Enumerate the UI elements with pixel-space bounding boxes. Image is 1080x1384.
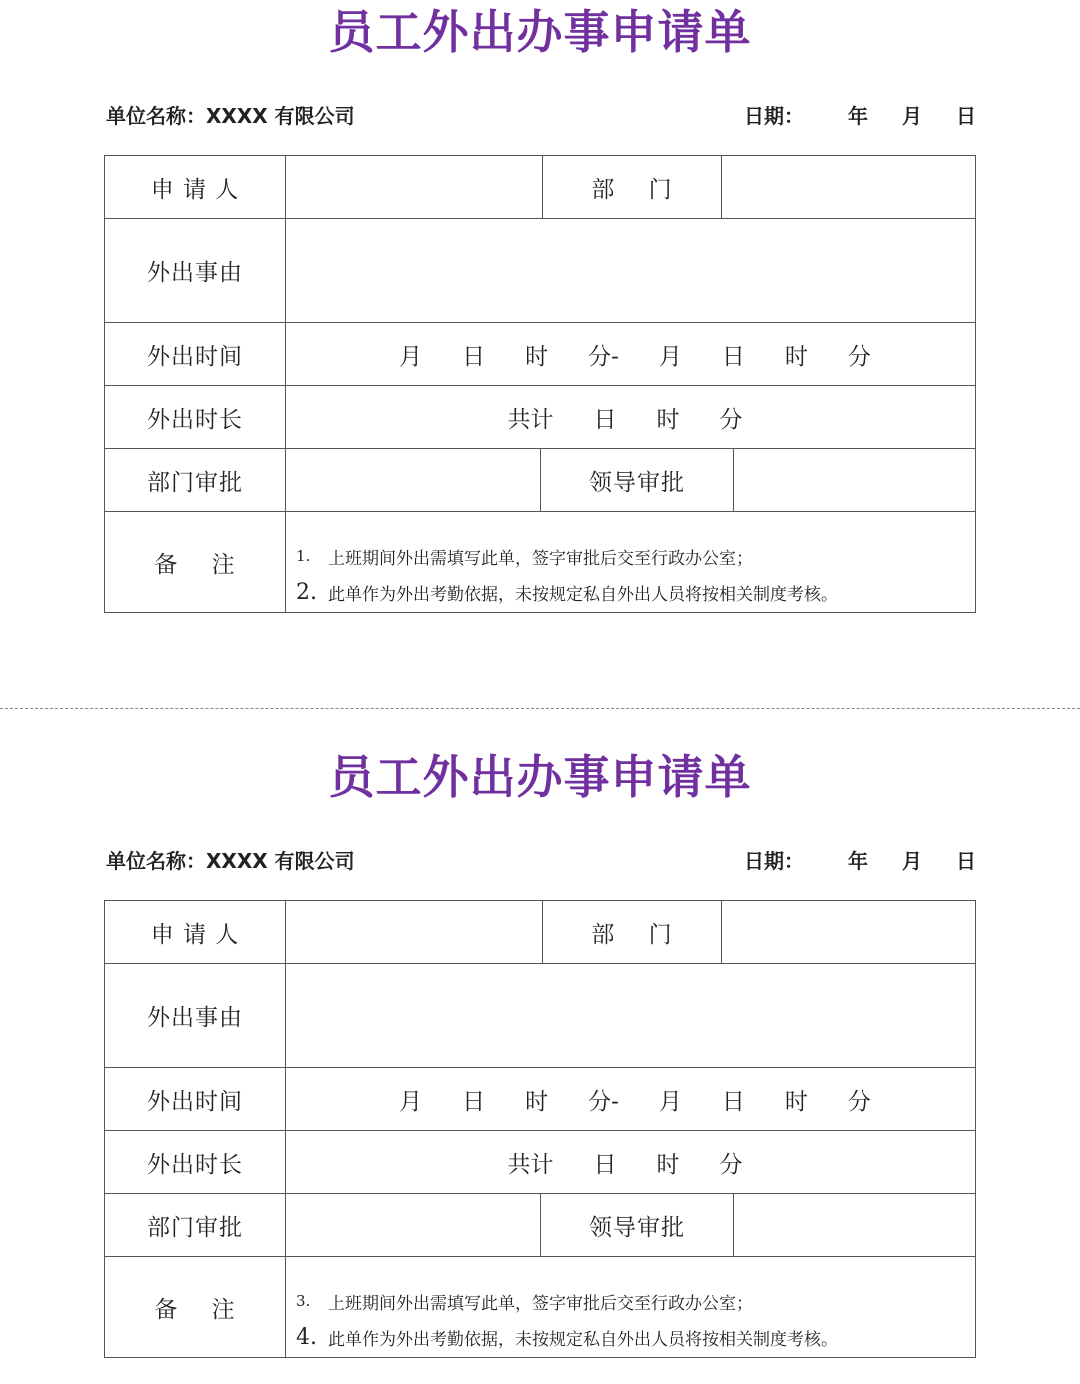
duration-label: 外出时长 (105, 386, 286, 449)
time-part: 日 (462, 343, 486, 370)
time-part: 日 (721, 343, 745, 370)
department-input[interactable] (722, 901, 976, 964)
duration-part: 时 (656, 1151, 680, 1178)
applicant-input[interactable] (286, 156, 543, 219)
note-item (296, 1319, 838, 1355)
date-line (744, 100, 976, 129)
time-part: 分- (588, 1088, 619, 1115)
time-part: 时 (525, 343, 549, 370)
reason-input[interactable] (286, 964, 976, 1068)
dept-approval-label: 部门审批 (105, 449, 286, 512)
duration-input[interactable] (286, 1131, 976, 1194)
time-part: 时 (784, 343, 808, 370)
time-part: 日 (462, 1088, 486, 1115)
time-part: 月 (399, 343, 423, 370)
remarks-label: 备 注 (105, 1257, 286, 1357)
note-item (296, 574, 838, 610)
dept-approval-input[interactable] (286, 1194, 541, 1257)
time-part: 日 (721, 1088, 745, 1115)
date-parts (804, 845, 976, 874)
unit-name: 单位名称：XXXX 有限公司 (106, 104, 355, 128)
department-label: 部 门 (543, 156, 722, 219)
date-label: 日期： (744, 104, 804, 128)
note-number: 3. (296, 1292, 311, 1310)
date-line (744, 845, 976, 874)
leader-approval-label: 领导审批 (541, 449, 734, 512)
cut-line-divider (0, 708, 1080, 709)
reason-label: 外出事由 (105, 964, 286, 1068)
time-part: 月 (658, 343, 682, 370)
date-label: 日期： (744, 849, 804, 873)
remarks-notes (286, 512, 976, 612)
form-table (104, 900, 976, 1358)
leader-approval-input[interactable] (734, 449, 976, 512)
note-item (296, 538, 753, 574)
duration-input[interactable] (286, 386, 976, 449)
note-text: 上班期间外出需填写此单，签字审批后交至行政办公室； (328, 1293, 753, 1314)
note-text: 此单作为外出考勤依据，未按规定私自外出人员将按相关制度考核。 (328, 584, 838, 605)
department-input[interactable] (722, 156, 976, 219)
time-label: 外出时间 (105, 323, 286, 386)
reason-input[interactable] (286, 219, 976, 323)
duration-part: 日 (593, 406, 617, 433)
reason-label: 外出事由 (105, 219, 286, 323)
date-part: 年 (848, 104, 868, 128)
time-part: 月 (658, 1088, 682, 1115)
duration-label: 外出时长 (105, 1131, 286, 1194)
duration-part: 共计 (507, 406, 554, 433)
department-label: 部 门 (543, 901, 722, 964)
form-title: 员工外出办事申请单 (328, 750, 752, 804)
duration-part: 时 (656, 406, 680, 433)
date-part: 月 (902, 849, 922, 873)
time-part: 分- (588, 343, 619, 370)
remarks-notes (286, 1257, 976, 1357)
leader-approval-input[interactable] (734, 1194, 976, 1257)
unit-name: 单位名称：XXXX 有限公司 (106, 849, 355, 873)
form-title: 员工外出办事申请单 (328, 5, 752, 59)
note-item (296, 1283, 753, 1319)
time-part: 月 (399, 1088, 423, 1115)
applicant-label: 申 请 人 (105, 901, 286, 964)
time-part: 时 (784, 1088, 808, 1115)
remarks-label: 备 注 (105, 512, 286, 612)
date-part: 日 (956, 104, 976, 128)
date-part: 年 (848, 849, 868, 873)
note-number: 4. (296, 1324, 317, 1350)
time-input[interactable] (286, 323, 976, 386)
applicant-input[interactable] (286, 901, 543, 964)
date-part: 日 (956, 849, 976, 873)
dept-approval-input[interactable] (286, 449, 541, 512)
time-label: 外出时间 (105, 1068, 286, 1131)
time-input[interactable] (286, 1068, 976, 1131)
duration-part: 日 (593, 1151, 617, 1178)
duration-part: 分 (719, 406, 743, 433)
form-table (104, 155, 976, 613)
date-parts (804, 100, 976, 129)
time-part: 时 (525, 1088, 549, 1115)
duration-part: 分 (719, 1151, 743, 1178)
time-part: 分 (847, 343, 871, 370)
note-number: 1. (296, 547, 311, 565)
time-part: 分 (847, 1088, 871, 1115)
dept-approval-label: 部门审批 (105, 1194, 286, 1257)
date-part: 月 (902, 104, 922, 128)
leader-approval-label: 领导审批 (541, 1194, 734, 1257)
note-text: 此单作为外出考勤依据，未按规定私自外出人员将按相关制度考核。 (328, 1329, 838, 1350)
applicant-label: 申 请 人 (105, 156, 286, 219)
note-number: 2. (296, 579, 317, 605)
note-text: 上班期间外出需填写此单，签字审批后交至行政办公室； (328, 548, 753, 569)
duration-part: 共计 (507, 1151, 554, 1178)
